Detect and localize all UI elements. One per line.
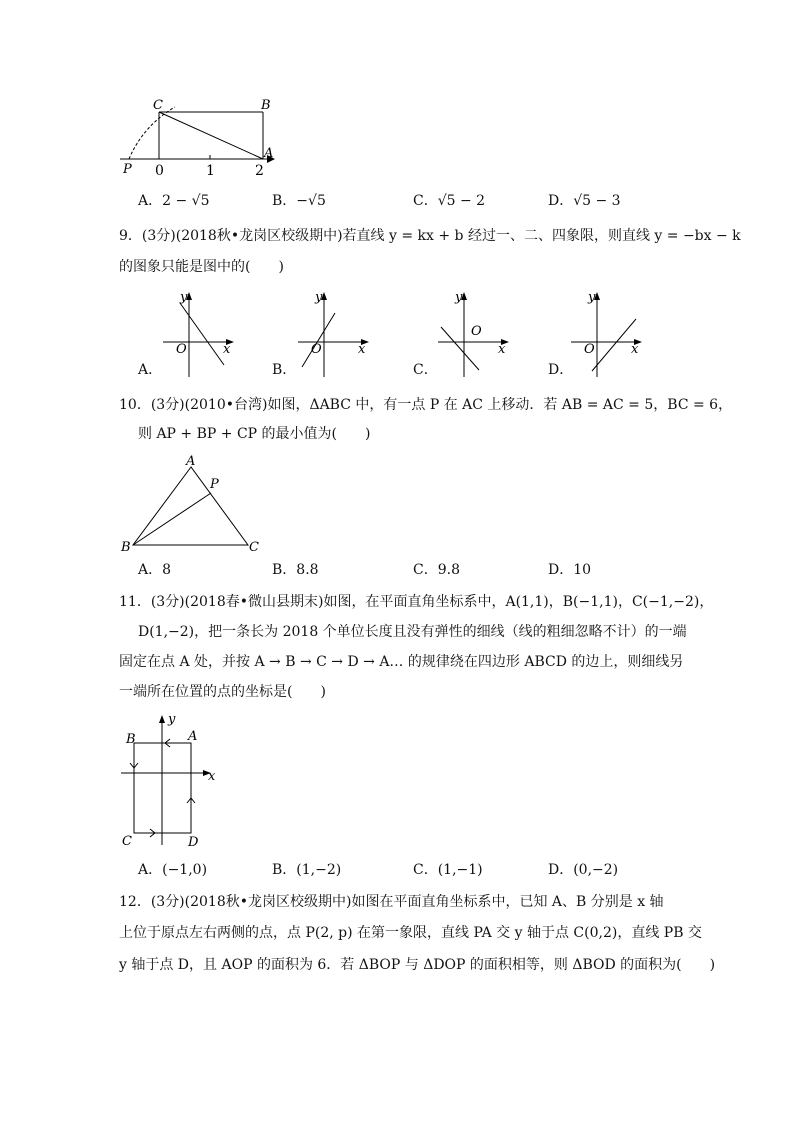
- q8-tick-1: 1: [206, 163, 215, 179]
- q8-option-c: C．√5 − 2: [413, 193, 486, 209]
- q9-option-b: B．: [272, 362, 297, 378]
- q10-label-p: P: [210, 477, 219, 492]
- q8-tick-0: 0: [155, 163, 164, 179]
- q11-option-d: D．(0,−2): [548, 862, 619, 878]
- q8-label-p: P: [123, 162, 132, 177]
- q10-option-b: B．8.8: [272, 562, 319, 578]
- q10-triangle-figure: [118, 453, 268, 553]
- q10-option-d: D．10: [548, 562, 592, 578]
- q9d-o-label: O: [584, 342, 595, 357]
- q12-line-2: 上位于原点左右两侧的点，点 P(2, p) 在第一象限，直线 PA 交 y 轴于点 C(0,2)，直线 PB 交: [119, 925, 702, 941]
- q12-line-1: 12．(3分)(2018秋•龙岗区校级期中)如图在平面直角坐标系中，已知 A、B 分别是 x 轴: [119, 894, 664, 910]
- q9-line-2: 的图象只能是图中的( ): [119, 259, 284, 275]
- q11-line-1: 11．(3分)(2018春•微山县期末)如图，在平面直角坐标系中，A(1,1)，B(−1,1)，C(−1,−2)，: [119, 594, 714, 610]
- q8-label-a: A: [264, 146, 274, 161]
- q8-option-d: D．√5 − 3: [548, 193, 621, 209]
- q9a-o-label: O: [176, 342, 187, 357]
- q11-line-4: 一端所在位置的点的坐标是( ): [119, 684, 326, 700]
- q11-label-a: A: [188, 729, 198, 744]
- q12-line-3: y 轴于点 D，且 AOP 的面积为 6．若 ΔBOP 与 ΔDOP 的面积相等，则 ΔBOD 的面积为( ): [119, 957, 716, 973]
- q9b-o-label: O: [311, 342, 322, 357]
- q11-line-2: D(1,−2)，把一条长为 2018 个单位长度且没有弹性的细线（线的粗细忽略不计）的一端: [138, 624, 687, 640]
- q11-label-c: C: [122, 834, 132, 849]
- q11-option-b: B．(1,−2): [272, 862, 342, 878]
- q9-line-1: 9．(3分)(2018秋•龙岗区校级期中)若直线 y = kx + b 经过一、二、四象限，则直线 y = −bx − k: [119, 228, 741, 244]
- q8-option-a: A．2 − √5: [138, 193, 210, 209]
- q11-label-d: D: [188, 835, 199, 850]
- q9-graph-b: [295, 285, 375, 380]
- q11-figure: [118, 710, 228, 850]
- q11-label-b: B: [126, 732, 136, 747]
- q9d-y-label: y: [588, 290, 596, 305]
- q10-line-2: 则 AP + BP + CP 的最小值为( ): [138, 426, 371, 442]
- q9b-y-label: y: [315, 290, 323, 305]
- q10-label-a: A: [186, 454, 196, 469]
- q11-option-a: A．(−1,0): [138, 862, 208, 878]
- q9c-y-label: y: [455, 290, 463, 305]
- q10-option-c: C．9.8: [413, 562, 460, 578]
- q9-graph-a: [160, 285, 240, 380]
- q8-option-b: B．−√5: [272, 193, 326, 209]
- q11-option-c: C．(1,−1): [413, 862, 483, 878]
- q10-segment-bp: [133, 493, 211, 545]
- q9d-x-label: x: [631, 342, 639, 357]
- q9-option-a: A．: [138, 362, 163, 378]
- q11-line-3: 固定在点 A 处，并按 A → B → C → D → A… 的规律绕在四边形 ABCD 的边上，则细线另: [119, 654, 684, 670]
- q8-label-b: B: [261, 98, 271, 113]
- q9-graph-d: [568, 285, 648, 380]
- q10-label-b: B: [121, 540, 131, 555]
- q9a-y-label: y: [180, 290, 188, 305]
- q9c-x-label: x: [498, 342, 506, 357]
- q11-label-x: x: [208, 769, 216, 784]
- q9-option-d: D．: [548, 362, 574, 378]
- q8-diagonal: [159, 112, 263, 159]
- q8-dashed-arc: [129, 107, 175, 159]
- q10-option-a: A．8: [138, 562, 172, 578]
- q10-line-1: 10．(3分)(2010•台湾)如图，ΔABC 中，有一点 P 在 AC 上移动．若 AB = AC = 5，BC = 6，: [119, 397, 733, 413]
- q9a-x-label: x: [223, 342, 231, 357]
- q10-label-c: C: [249, 540, 259, 555]
- q9c-o-label: O: [471, 324, 482, 339]
- q11-label-y: y: [168, 712, 176, 727]
- q8-figure: [115, 95, 285, 180]
- q9-option-c: C．: [413, 362, 438, 378]
- q8-label-c: C: [153, 98, 163, 113]
- q9b-x-label: x: [358, 342, 366, 357]
- q8-tick-2: 2: [255, 163, 264, 179]
- q9-graph-c: [435, 285, 515, 380]
